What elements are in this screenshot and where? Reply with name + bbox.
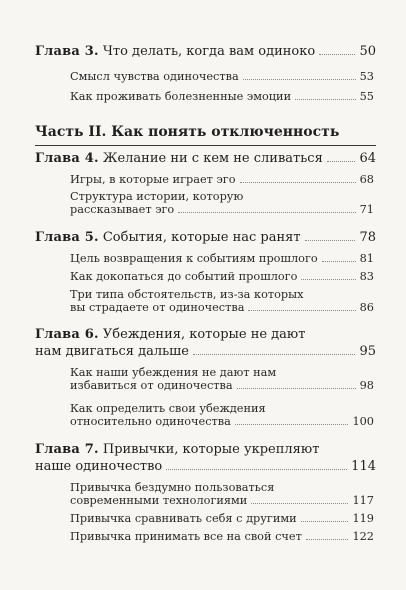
section-entry <box>70 90 374 103</box>
page-number: 64 <box>359 151 376 166</box>
section-title-line2: современными технологиями <box>70 494 248 507</box>
dot-leader <box>295 99 356 100</box>
dot-leader <box>305 240 356 241</box>
chapter-6-entry <box>35 327 376 359</box>
dot-leader <box>322 261 356 262</box>
section-title-line2: рассказывает эго <box>70 203 175 216</box>
chapter-label: Глава 4. <box>35 151 99 166</box>
section-entry <box>70 288 374 314</box>
section-title-line2: вы страдаете от одиночества <box>70 301 245 314</box>
chapter-7-entry <box>35 442 376 474</box>
chapter-title: Что делать, когда вам одиноко <box>102 44 316 59</box>
dot-leader <box>301 521 349 522</box>
chapter-title: Желание ни с кем не сливаться <box>102 151 323 166</box>
dot-leader <box>327 161 356 162</box>
page-number: 68 <box>359 173 374 186</box>
section-title-line1: Как определить свои убеждения <box>70 402 266 415</box>
dot-leader <box>248 310 355 311</box>
section-entry <box>70 173 374 186</box>
page-number: 81 <box>359 252 374 265</box>
section-entry <box>70 252 374 265</box>
dot-leader <box>235 424 349 425</box>
page-number: 100 <box>352 415 374 428</box>
dot-leader <box>193 354 355 355</box>
page-number: 71 <box>359 203 374 216</box>
section-entry <box>70 70 374 83</box>
page-number: 95 <box>359 344 376 359</box>
page-number: 53 <box>359 70 374 83</box>
dot-leader <box>178 212 355 213</box>
page-number: 83 <box>359 270 374 283</box>
section-title: Игры, в которые играет эго <box>70 173 236 186</box>
section-title-line1: Как наши убеждения не дают нам <box>70 366 277 379</box>
page-number: 50 <box>359 44 376 59</box>
dot-leader <box>237 388 356 389</box>
chapter-title-line2: нам двигаться дальше <box>35 344 189 359</box>
section-title: Цель возвращения к событиям прошлого <box>70 252 318 265</box>
section-title: Как докопаться до событий прошлого <box>70 270 298 283</box>
chapter-label: Глава 5. <box>35 230 99 245</box>
page-number: 119 <box>352 512 374 525</box>
section-title-line2: относительно одиночества <box>70 415 231 428</box>
page-number: 98 <box>359 379 374 392</box>
chapter-title: Привычки, которые укрепляют <box>102 442 320 457</box>
part-title: Часть II. Как понять отключенность <box>35 124 340 140</box>
chapter-title-line2: наше одиночество <box>35 459 163 474</box>
dot-leader <box>301 279 355 280</box>
section-title-line1: Структура истории, которую <box>70 190 244 203</box>
dot-leader <box>251 503 348 504</box>
page-number: 122 <box>352 530 374 543</box>
page-number: 86 <box>359 301 374 314</box>
chapter-3-entry <box>35 44 376 59</box>
dot-leader <box>243 79 356 80</box>
section-entry <box>70 512 374 525</box>
section-entry <box>70 366 374 392</box>
chapter-title: Убеждения, которые не дают <box>102 327 306 342</box>
chapter-label: Глава 6. <box>35 327 99 342</box>
page-number: 117 <box>352 494 374 507</box>
section-title: Как проживать болезненные эмоции <box>70 90 292 103</box>
section-title-line2: избавиться от одиночества <box>70 379 233 392</box>
section-title: Привычка принимать все на свой счет <box>70 530 302 543</box>
chapter-5-entry <box>35 230 376 245</box>
chapter-label: Глава 3. <box>35 44 99 59</box>
section-entry <box>70 402 374 428</box>
chapter-label: Глава 7. <box>35 442 99 457</box>
section-entry <box>70 190 374 216</box>
part-rule <box>35 145 376 146</box>
section-entry <box>70 530 374 543</box>
chapter-4-entry <box>35 151 376 166</box>
dot-leader <box>306 539 349 540</box>
section-entry <box>70 270 374 283</box>
dot-leader <box>240 182 356 183</box>
chapter-title: События, которые нас ранят <box>102 230 301 245</box>
dot-leader <box>319 54 355 55</box>
section-entry <box>70 481 374 507</box>
section-title-line1: Привычка бездумно пользоваться <box>70 481 275 494</box>
page-number: 55 <box>359 90 374 103</box>
section-title: Привычка сравнивать себя с другими <box>70 512 297 525</box>
page-number: 78 <box>359 230 376 245</box>
section-title-line1: Три типа обстоятельств, из-за которых <box>70 288 304 301</box>
page-number: 114 <box>351 459 376 474</box>
dot-leader <box>166 469 347 470</box>
section-title: Смысл чувства одиночества <box>70 70 239 83</box>
